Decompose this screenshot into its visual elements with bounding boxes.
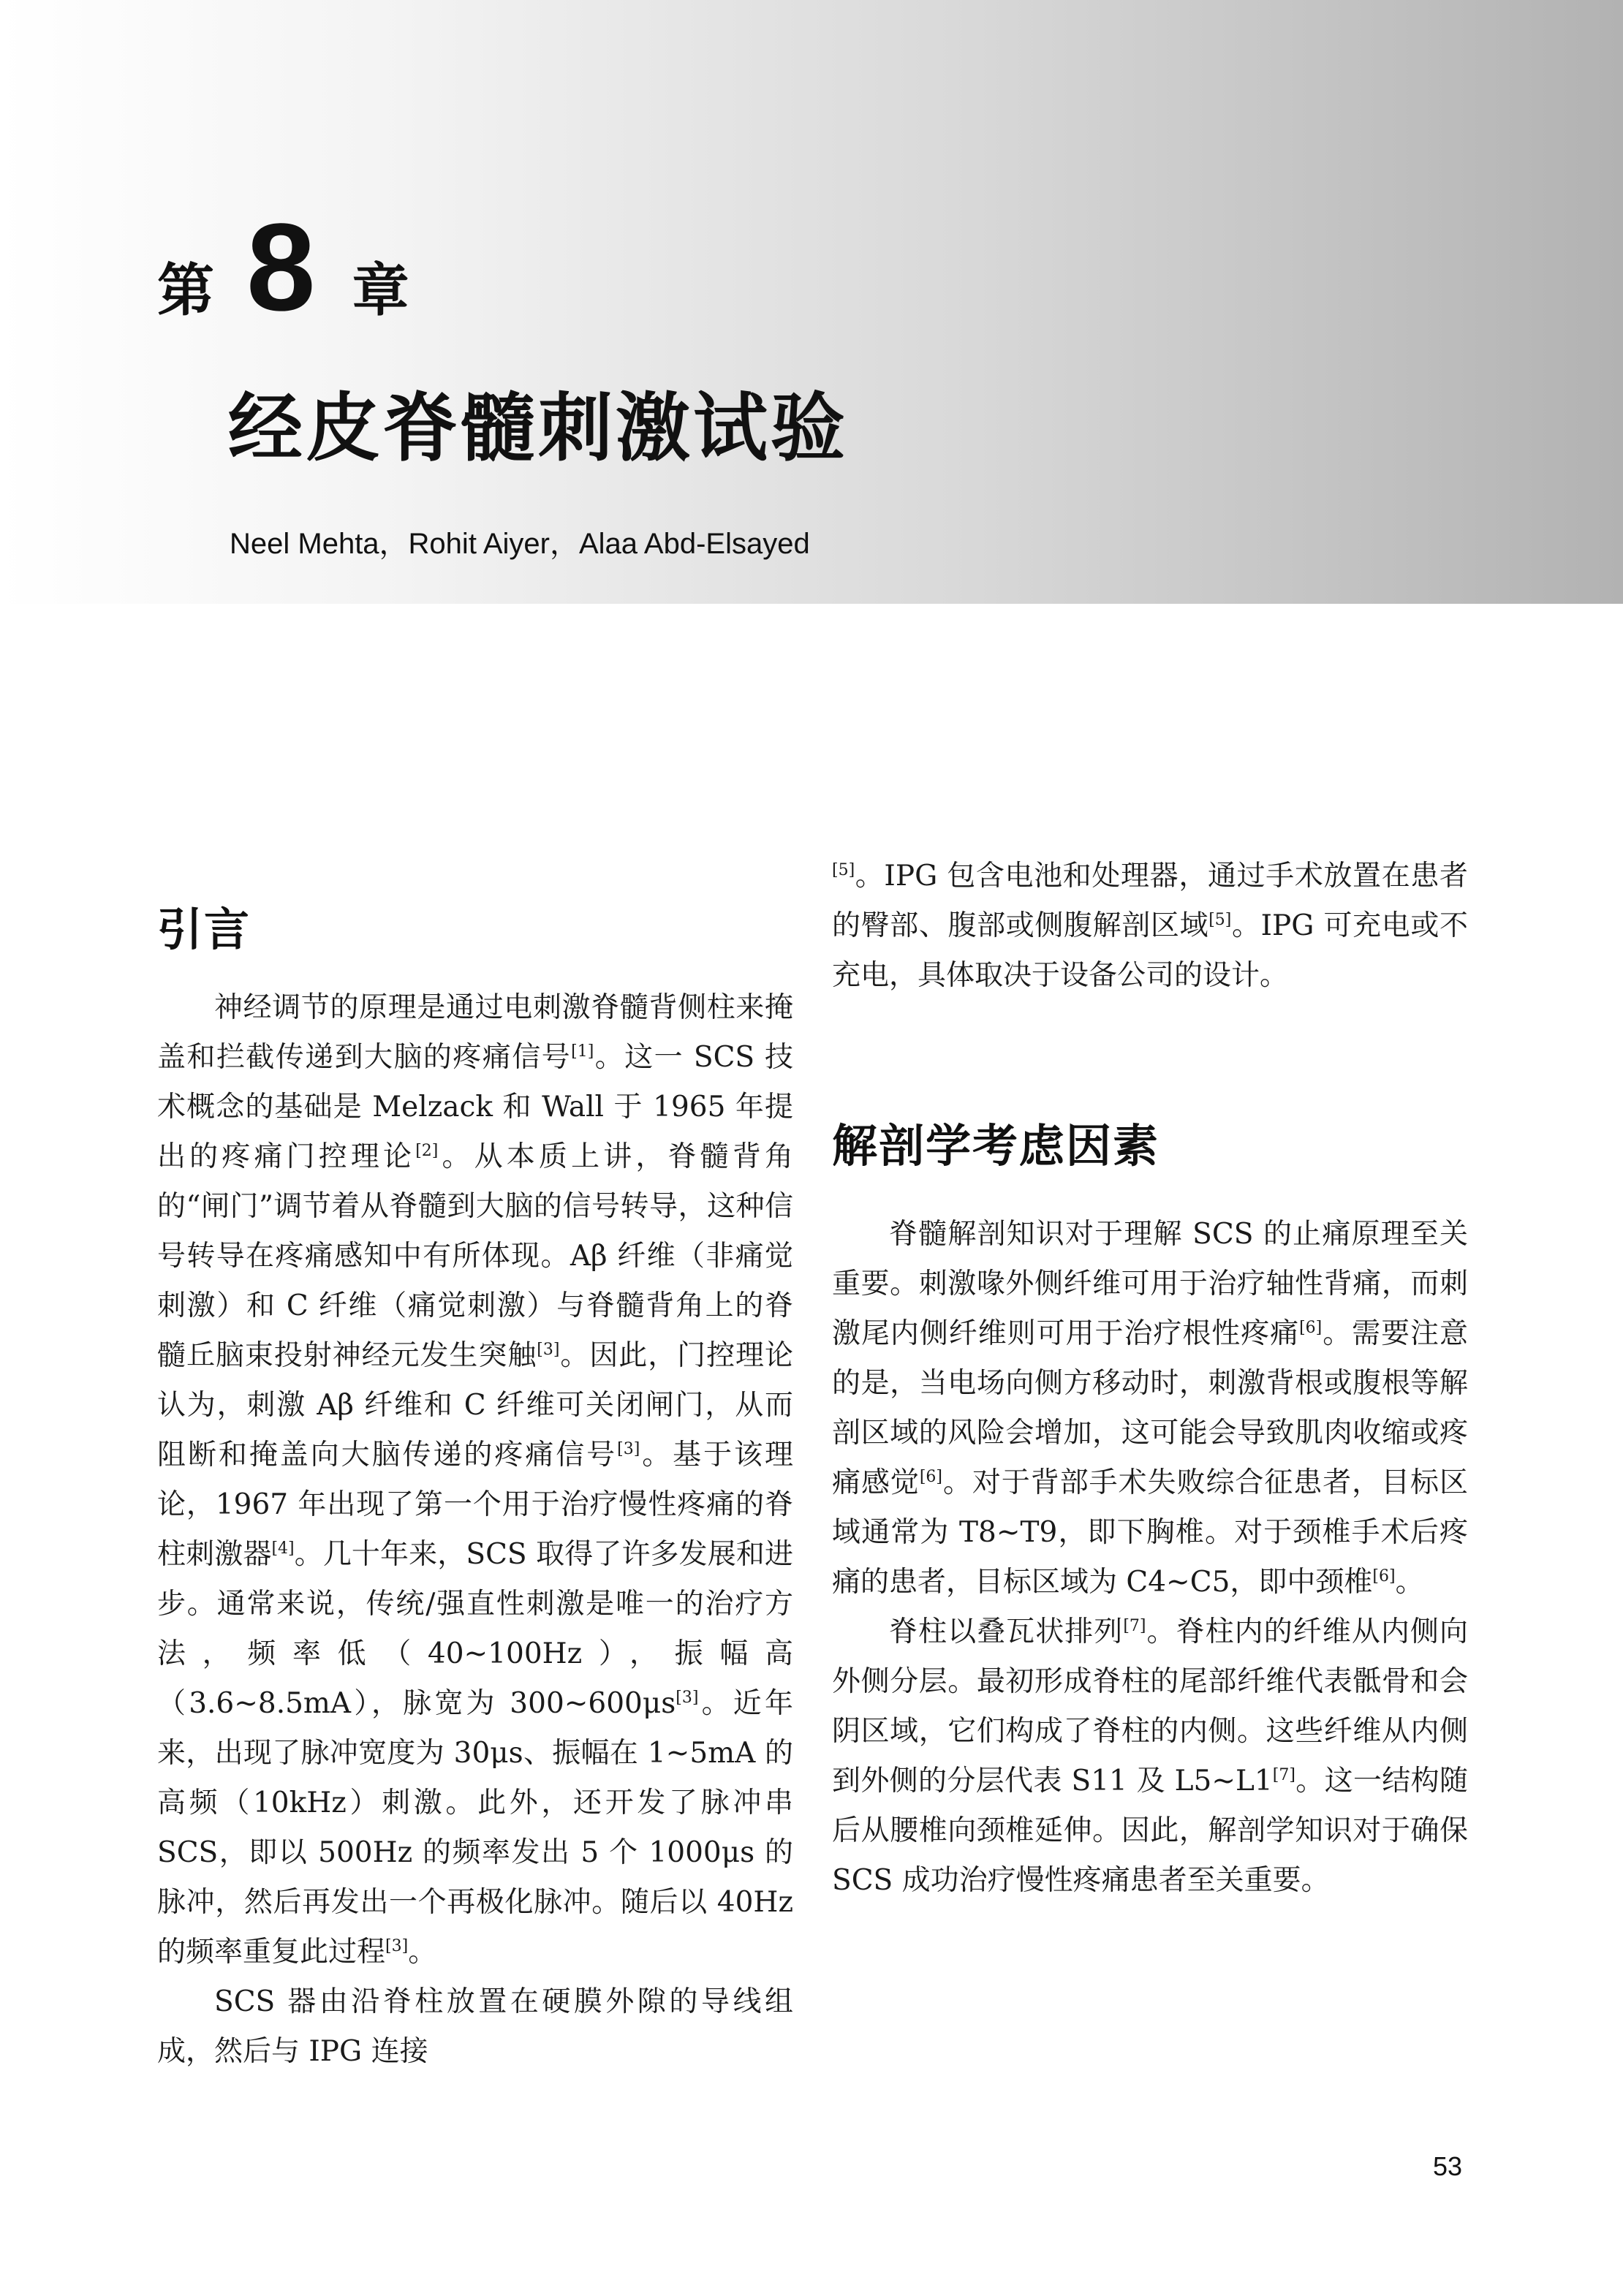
text-run: 。因此，门控理论认为，刺激 Aβ 纤维和 C 纤维可关闭闸门，从而阻断和掩盖向大脑传递的疼痛信号 [157,1339,793,1471]
text-run: 。对于背部手术失败综合征患者，目标区域通常为 T8~T9，即下胸椎。对于颈椎手术后疼痛的患者，目标区域为 C4~C5，即中颈椎 [832,1466,1468,1599]
intro-column-left [157,983,793,2077]
citation-ref: [3] [617,1440,640,1458]
text-run: SCS 器由沿脊柱放置在硬膜外隙的导线组成，然后与 IPG 连接 [157,1985,793,2068]
citation-ref: [6] [919,1468,943,1486]
citation-ref: [7] [1123,1617,1146,1635]
chapter-label [157,196,409,337]
anatomy-paragraph-1 [832,1210,1468,1607]
intro-paragraph-2-continued [832,852,1468,1001]
text-run: 。基于该理论，1967 年出现了第一个用于治疗慢性疼痛的脊柱刺激器 [157,1439,793,1571]
chapter-number: 8 [246,198,316,337]
text-run: 脊柱以叠瓦状排列 [889,1615,1124,1648]
citation-ref: [6] [1299,1319,1323,1337]
intro-paragraph-2 [157,1977,793,2077]
text-run: 。 [408,1936,437,1969]
text-run: 。 [1395,1566,1424,1599]
citation-ref: [7] [1272,1766,1295,1784]
text-run: 脊髓解剖知识对于理解 SCS 的止痛原理至关重要。刺激喙外侧纤维可用于治疗轴性背痛，而刺激尾内侧纤维则可用于治疗根性疼痛 [832,1218,1468,1350]
intro-paragraph-1 [157,983,793,1977]
text-run: 。脊柱内的纤维从内侧向外侧分层。最初形成脊柱的尾部纤维代表骶骨和会阴区域，它们构成了脊柱的内侧。这些纤维从内侧到外侧的分层代表 S11 及 L5~L1 [832,1615,1468,1797]
chapter-title: 经皮脊髓刺激试验 [228,384,848,472]
citation-ref: [5] [1208,911,1232,929]
section-heading-anatomy: 解剖学考虑因素 [832,1119,1160,1172]
chapter-prefix: 第 [157,258,215,324]
text-run: 。需要注意的是，当电场向侧方移动时，刺激背根或腹根等解剖区域的风险会增加，这可能会导致肌肉收缩或疼痛感觉 [832,1317,1468,1499]
anatomy-column [832,1210,1468,1906]
citation-ref: [5] [832,861,855,879]
section-heading-intro: 引言 [157,903,251,956]
text-run: 。IPG 包含电池和处理器，通过手术放置在患者的臀部、腹部或侧腹解剖区域 [832,860,1468,942]
text-run: 。这一 SCS 技术概念的基础是 Melzack 和 Wall 于 1965 年提出的疼痛门控理论 [157,1041,793,1173]
text-run: 。近年来，出现了脉冲宽度为 30μs、振幅在 1~5mA 的高频（10kHz）刺激。此外，还开发了脉冲串 SCS，即以 500Hz 的频率发出 5 个 1000μs 的脉冲，然后再发出一个再极化脉冲。随后以 40Hz 的频率重复此过程 [157,1687,793,1969]
citation-ref: [4] [271,1539,295,1558]
citation-ref: [1] [571,1042,594,1061]
intro-column-right [832,852,1468,1001]
text-run: 神经调节的原理是通过电刺激脊髓背侧柱来掩盖和拦截传递到大脑的疼痛信号 [157,991,793,1074]
citation-ref: [3] [385,1937,409,1955]
text-run: 。从本质上讲，脊髓背角的“闸门”调节着从脊髓到大脑的信号转导，这种信号转导在疼痛感知中有所体现。Aβ 纤维（非痛觉刺激）和 C 纤维（痛觉刺激）与脊髓背角上的脊髓丘脑束投射神经元发生突触 [157,1140,793,1372]
page-number: 53 [1433,2151,1463,2181]
text-run: 。这一结构随后从腰椎向颈椎延伸。因此，解剖学知识对于确保 SCS 成功治疗慢性疼痛患者至关重要。 [832,1765,1468,1897]
citation-ref: [2] [415,1142,439,1160]
citation-ref: [3] [537,1341,560,1359]
authors: Neel Mehta，Rohit Aiyer，Alaa Abd-Elsayed [230,528,810,560]
citation-ref: [3] [676,1689,699,1707]
text-run: 。IPG 可充电或不充电，具体取决于设备公司的设计。 [832,909,1468,992]
citation-ref: [6] [1372,1567,1396,1585]
chapter-suffix: 章 [352,258,409,324]
text-run: 。几十年来，SCS 取得了许多发展和进步。通常来说，传统/强直性刺激是唯一的治疗方法，频率低（40~100Hz），振幅高（3.6~8.5mA），脉宽为 300~600μs [157,1538,793,1720]
anatomy-paragraph-2 [832,1607,1468,1906]
